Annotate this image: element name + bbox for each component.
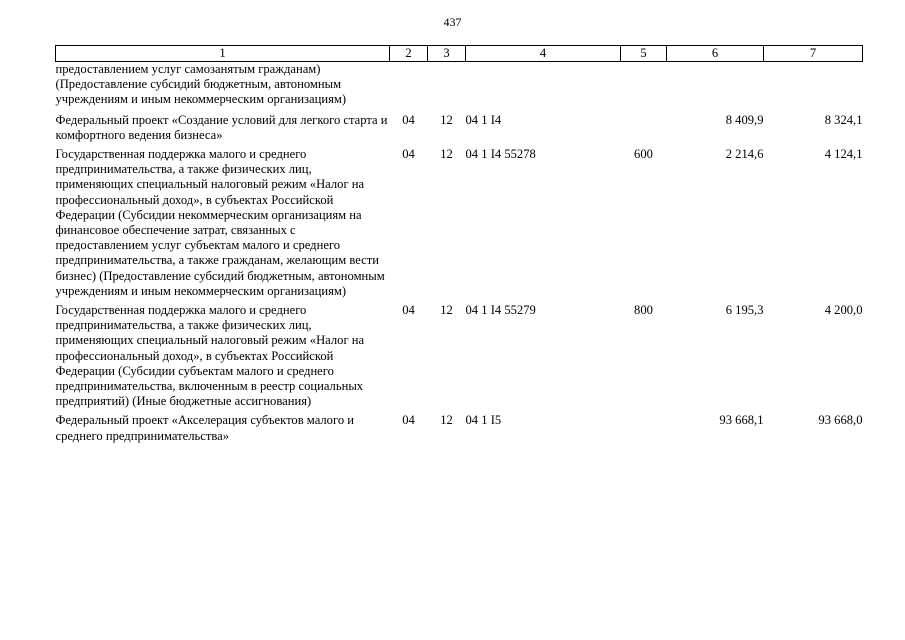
table-row <box>56 62 863 113</box>
table-row <box>56 413 863 447</box>
row-expense-type <box>621 113 667 147</box>
table-header-row <box>56 46 863 62</box>
row-subsection: 12 <box>440 303 453 318</box>
row-target-article: 04 1 I4 55279 <box>465 303 536 318</box>
row-value-col7 <box>764 62 863 113</box>
row-section: 04 <box>402 413 415 428</box>
row-target-article <box>466 62 621 113</box>
row-section <box>390 62 428 113</box>
table-row <box>56 147 863 303</box>
row-subsection <box>428 62 466 113</box>
table-row <box>56 303 863 413</box>
table-row <box>56 113 863 147</box>
row-value-col7: 93 668,0 <box>818 413 863 428</box>
row-target-article: 04 1 I4 55278 <box>465 147 536 162</box>
row-subsection: 12 <box>440 147 453 162</box>
row-name: Государственная поддержка малого и среднего предпринимательства, а также физических лиц, применяющих специальный налоговый режим «Налог на профессиональный доход», в субъектах Российской Федерации (Субсидии субъектам малого и среднего предпринимательства, включенным в реестр социальных предприятий) (Иные бюджетные ассигнования) <box>55 303 365 409</box>
row-value-col6: 93 668,1 <box>719 413 764 428</box>
row-target-article: 04 1 I5 <box>465 413 502 428</box>
row-value-col7: 4 200,0 <box>824 303 863 318</box>
column-header-7: 7 <box>764 46 863 62</box>
column-header-2: 2 <box>390 46 428 62</box>
row-target-article: 04 1 I4 <box>465 112 502 127</box>
budget-table <box>55 45 863 448</box>
row-expense-type <box>621 413 667 447</box>
page-number: 437 <box>443 15 462 29</box>
row-expense-type: 600 <box>634 147 653 162</box>
row-subsection: 12 <box>440 112 453 127</box>
row-value-col6: 8 409,9 <box>725 112 764 127</box>
row-section: 04 <box>402 112 415 127</box>
row-section: 04 <box>402 303 415 318</box>
row-name: Федеральный проект «Акселерация субъектов малого и среднего предпринимательства» <box>55 413 355 443</box>
row-name: Государственная поддержка малого и среднего предпринимательства, а также физических лиц, применяющих специальный налоговый режим «Налог на профессиональный доход», в субъектах Российской Федерации (Субсидии некоммерческим организациям на финансовое обеспечение затрат, связанных с предоставлением услуг субъектам малого и среднего предпринимательства, а также гражданам, желающим вести бизнес) (Предоставление субсидий бюджетным, автономным учреждениям и иным некоммерческим организациям) <box>55 147 385 298</box>
column-header-6: 6 <box>667 46 764 62</box>
row-value-col6 <box>667 62 764 113</box>
row-expense-type: 800 <box>634 303 653 318</box>
row-expense-type <box>621 62 667 113</box>
column-header-1: 1 <box>56 46 390 62</box>
row-value-col6: 2 214,6 <box>725 147 764 162</box>
column-header-5: 5 <box>621 46 667 62</box>
row-name: предоставлением услуг самозанятым гражданам) (Предоставление субсидий бюджетным, автономным учреждениям и иным некоммерческим организациям) <box>55 62 347 107</box>
column-header-4: 4 <box>466 46 621 62</box>
row-value-col7: 8 324,1 <box>824 112 863 127</box>
row-section: 04 <box>402 147 415 162</box>
row-subsection: 12 <box>440 413 453 428</box>
row-value-col7: 4 124,1 <box>824 147 863 162</box>
row-value-col6: 6 195,3 <box>725 303 764 318</box>
row-name: Федеральный проект «Создание условий для легкого старта и комфортного ведения бизнеса» <box>55 112 388 142</box>
column-header-3: 3 <box>428 46 466 62</box>
